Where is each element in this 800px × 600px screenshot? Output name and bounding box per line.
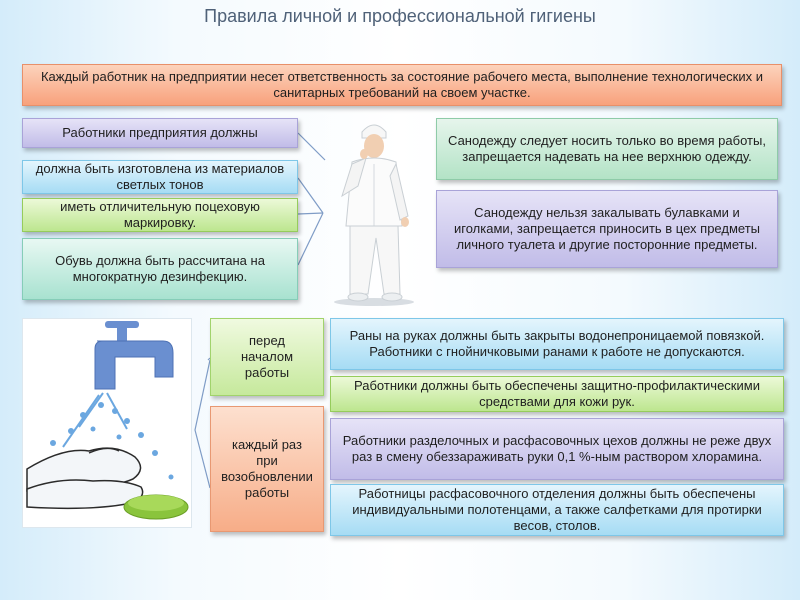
clothing-marking-rule: иметь отличительную поцеховую маркировку. bbox=[22, 198, 298, 232]
page-title: Правила личной и профессиональной гигиены bbox=[204, 6, 596, 26]
hand-rule-protection: Работники должны быть обеспечены защитно-профилактическими средствами для кожи рук. bbox=[330, 376, 784, 412]
hand-rule-chloramine: Работники разделочных и расфасовочных цехов должны не реже двух раз в смену обеззараживать руки 0,1 %-ным раствором хлорамина. bbox=[330, 418, 784, 480]
hand-rule-towels: Работницы расфасовочного отделения должны быть обеспечены индивидуальными полотенцами, а также салфетками для протирки весов, столов. bbox=[330, 484, 784, 536]
wash-each-resume: каждый раз при возобновлении работы bbox=[210, 406, 324, 532]
footwear-rule: Обувь должна быть рассчитана на многократную дезинфекцию. bbox=[22, 238, 298, 300]
worker-in-white-uniform-icon bbox=[320, 116, 430, 308]
wash-before-work: перед началом работы bbox=[210, 318, 324, 396]
hand-rule-wounds: Раны на руках должны быть закрыты водонепроницаемой повязкой. Работники с гнойничковыми ранами к работе не допускаются. bbox=[330, 318, 784, 370]
uniform-wear-rule: Санодежду следует носить только во время работы, запрещается надевать на нее верхнюю одежду. bbox=[436, 118, 778, 180]
workers-must-header: Работники предприятия должны bbox=[22, 118, 298, 148]
clothing-color-rule: должна быть изготовлена из материалов светлых тонов bbox=[22, 160, 298, 194]
uniform-pins-rule: Санодежду нельзя закалывать булавками и иголками, запрещается приносить в цех предметы личного туалета и другие посторонние предметы. bbox=[436, 190, 778, 268]
hand-washing-under-faucet-icon bbox=[23, 319, 193, 529]
main-statement: Каждый работник на предприятии несет ответственность за состояние рабочего места, выполнение технологических и санитарных требований на своем участке. bbox=[22, 64, 782, 106]
hands-panel bbox=[22, 318, 192, 528]
